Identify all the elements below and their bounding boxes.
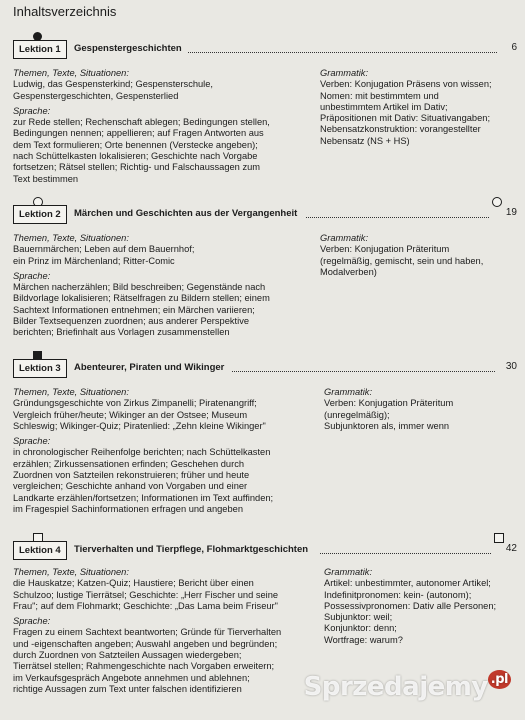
open-circle-icon: [492, 197, 502, 207]
grammar-text: Artikel: unbestimmter, autonomer Artikel; Indefinitpronomen: kein- (autonom); Possessivpronomen: Dativ alle Personen; Subjunktor: weil; Konjunktor: denn; Wortfrage: warum?: [324, 578, 497, 645]
left-column: [13, 387, 318, 515]
lesson-title: Tierverhalten und Tierpflege, Flohmarktgeschichten: [74, 544, 309, 555]
page-number: 19: [505, 207, 517, 218]
leader-dots: [188, 52, 497, 53]
open-square-icon: [494, 533, 504, 543]
lesson-header: [0, 355, 525, 381]
watermark-suffix: .pl: [488, 670, 511, 689]
sprache-heading: Sprache:: [13, 616, 51, 627]
left-column: [13, 567, 318, 695]
lesson-header: [0, 36, 525, 62]
sprache-heading: Sprache:: [13, 436, 51, 447]
page-number: 42: [505, 543, 517, 554]
leader-dots: [306, 217, 489, 218]
lesson-label: Lektion 3: [13, 359, 67, 378]
page-number: 30: [505, 361, 517, 372]
themes-text: Ludwig, das Gespensterkind; Gespensterschule, Gespenstergeschichten, Gespensterlied: [13, 79, 213, 101]
sprache-heading: Sprache:: [13, 105, 51, 116]
themes-text: Gründungsgeschichte von Zirkus Zimpanelli; Piratenangriff; Vergleich früher/heute; Wikinger an der Ostsee; Museum Schleswig; Wikinger-Quiz; Piratenlied: „Zehn kleine Wikinger": [13, 398, 266, 431]
lesson-1: [0, 36, 525, 184]
themes-heading: Themen, Texte, Situationen:: [13, 567, 129, 577]
page-title: Inhaltsverzeichnis: [13, 4, 117, 19]
grammar-text: Verben: Konjugation Präsens von wissen; Nomen: mit bestimmtem und unbestimmtem Artikel im Dativ; Präpositionen mit Dativ: Situativangaben; Nebensatzkonstruktion: vorangestellter Nebensatz (NS + HS): [320, 79, 492, 146]
lesson-title: Märchen und Geschichten aus der Vergangenheit: [74, 208, 298, 219]
right-column: [324, 387, 520, 432]
left-column: [13, 68, 313, 185]
grammar-heading: Grammatik:: [320, 68, 369, 78]
grammar-text: Verben: Konjugation Präteritum (unregelmäßig); Subjunktoren als, immer wenn: [324, 398, 454, 431]
themes-heading: Themen, Texte, Situationen:: [13, 387, 129, 397]
grammar-heading: Grammatik:: [324, 387, 373, 397]
lesson-label: Lektion 4: [13, 541, 67, 560]
grammar-text: Verben: Konjugation Präteritum (regelmäßig, gemischt, sein und haben, Modalverben): [320, 244, 484, 277]
grammar-heading: Grammatik:: [324, 567, 373, 577]
lesson-title: Gespenstergeschichten: [74, 43, 182, 54]
watermark-text: Sprzedajemy: [303, 672, 488, 702]
right-column: [320, 233, 520, 278]
right-column: [324, 567, 520, 646]
themes-text: die Hauskatze; Katzen-Quiz; Haustiere; Bericht über einen Schulzoo; lustige Tierrätsel; Geschichte: „Herr Fischer und seine Frau"; auf dem Flohmarkt; Geschichte: „Das Lama beim Friseur": [13, 578, 279, 611]
leader-dots: [320, 553, 491, 554]
lesson-header: [0, 201, 525, 227]
lesson-3: [0, 355, 525, 514]
themes-text: Bauernmärchen; Leben auf dem Bauernhof; ein Prinz im Märchenland; Ritter-Comic: [13, 244, 195, 266]
grammar-heading: Grammatik:: [320, 233, 369, 243]
lesson-label: Lektion 1: [13, 40, 67, 59]
lesson-label: Lektion 2: [13, 205, 67, 224]
themes-heading: Themen, Texte, Situationen:: [13, 233, 129, 243]
lesson-title: Abenteurer, Piraten und Wikinger: [74, 362, 225, 373]
lesson-header: [0, 537, 525, 563]
sprache-text: zur Rede stellen; Rechenschaft ablegen; Bedingungen stellen, Bedingungen nennen; appellieren; auf Fragen Antworten aus dem Text formulieren; Orte benennen (Verstecke angeben); nach Schüttelkasten lokalisieren; Geschichte nach Vorgabe fortsetzen; Rätsel stellen; Richtig- und Falschaussagen zum Text bestimmen: [13, 117, 270, 184]
lesson-2: [0, 201, 525, 338]
leader-dots: [232, 371, 495, 372]
sprache-text: Fragen zu einem Sachtext beantworten; Gründe für Tierverhalten und -eigenschaften angeben; Auswahl angeben und begründen; durch Zuordnen von Satzteilen Aussagen wiedergeben; Tierrätsel stellen; Rahmengeschichte nach Vorgaben erweitern; im Verkaufsgespräch Angebote annehmen und ablehnen; richtige Aussagen zum Text unter falschen identifizieren: [13, 627, 282, 694]
watermark-logo: [304, 672, 511, 702]
right-column: [320, 68, 520, 147]
sprache-text: Märchen nacherzählen; Bild beschreiben; Gegenstände nach Bildvorlage lokalisieren; Rätselfragen zu Bildern stellen; einem Sachtext Informationen entnehmen; ein Märchen variieren; Bilder Textsequenzen zuordnen; aus anderer Perspektive berichten; Briefinhalt aus Vorlagen zusammenstellen: [13, 282, 270, 338]
themes-heading: Themen, Texte, Situationen:: [13, 68, 129, 78]
sprache-heading: Sprache:: [13, 270, 51, 281]
page-number: 6: [511, 42, 517, 53]
sprache-text: in chronologischer Reihenfolge berichten; nach Schüttelkasten erzählen; Zirkussensationen erfinden; Geschehen durch Zuordnen von Satzteilen rekonstruieren; früher und heute vergleichen; Geschichte anhand von Vorgaben und einer Landkarte erzählen/fortsetzen; Informationen im Text auffinden; im Fragespiel Sachinformationen erfragen und angeben: [13, 447, 274, 514]
left-column: [13, 233, 313, 339]
